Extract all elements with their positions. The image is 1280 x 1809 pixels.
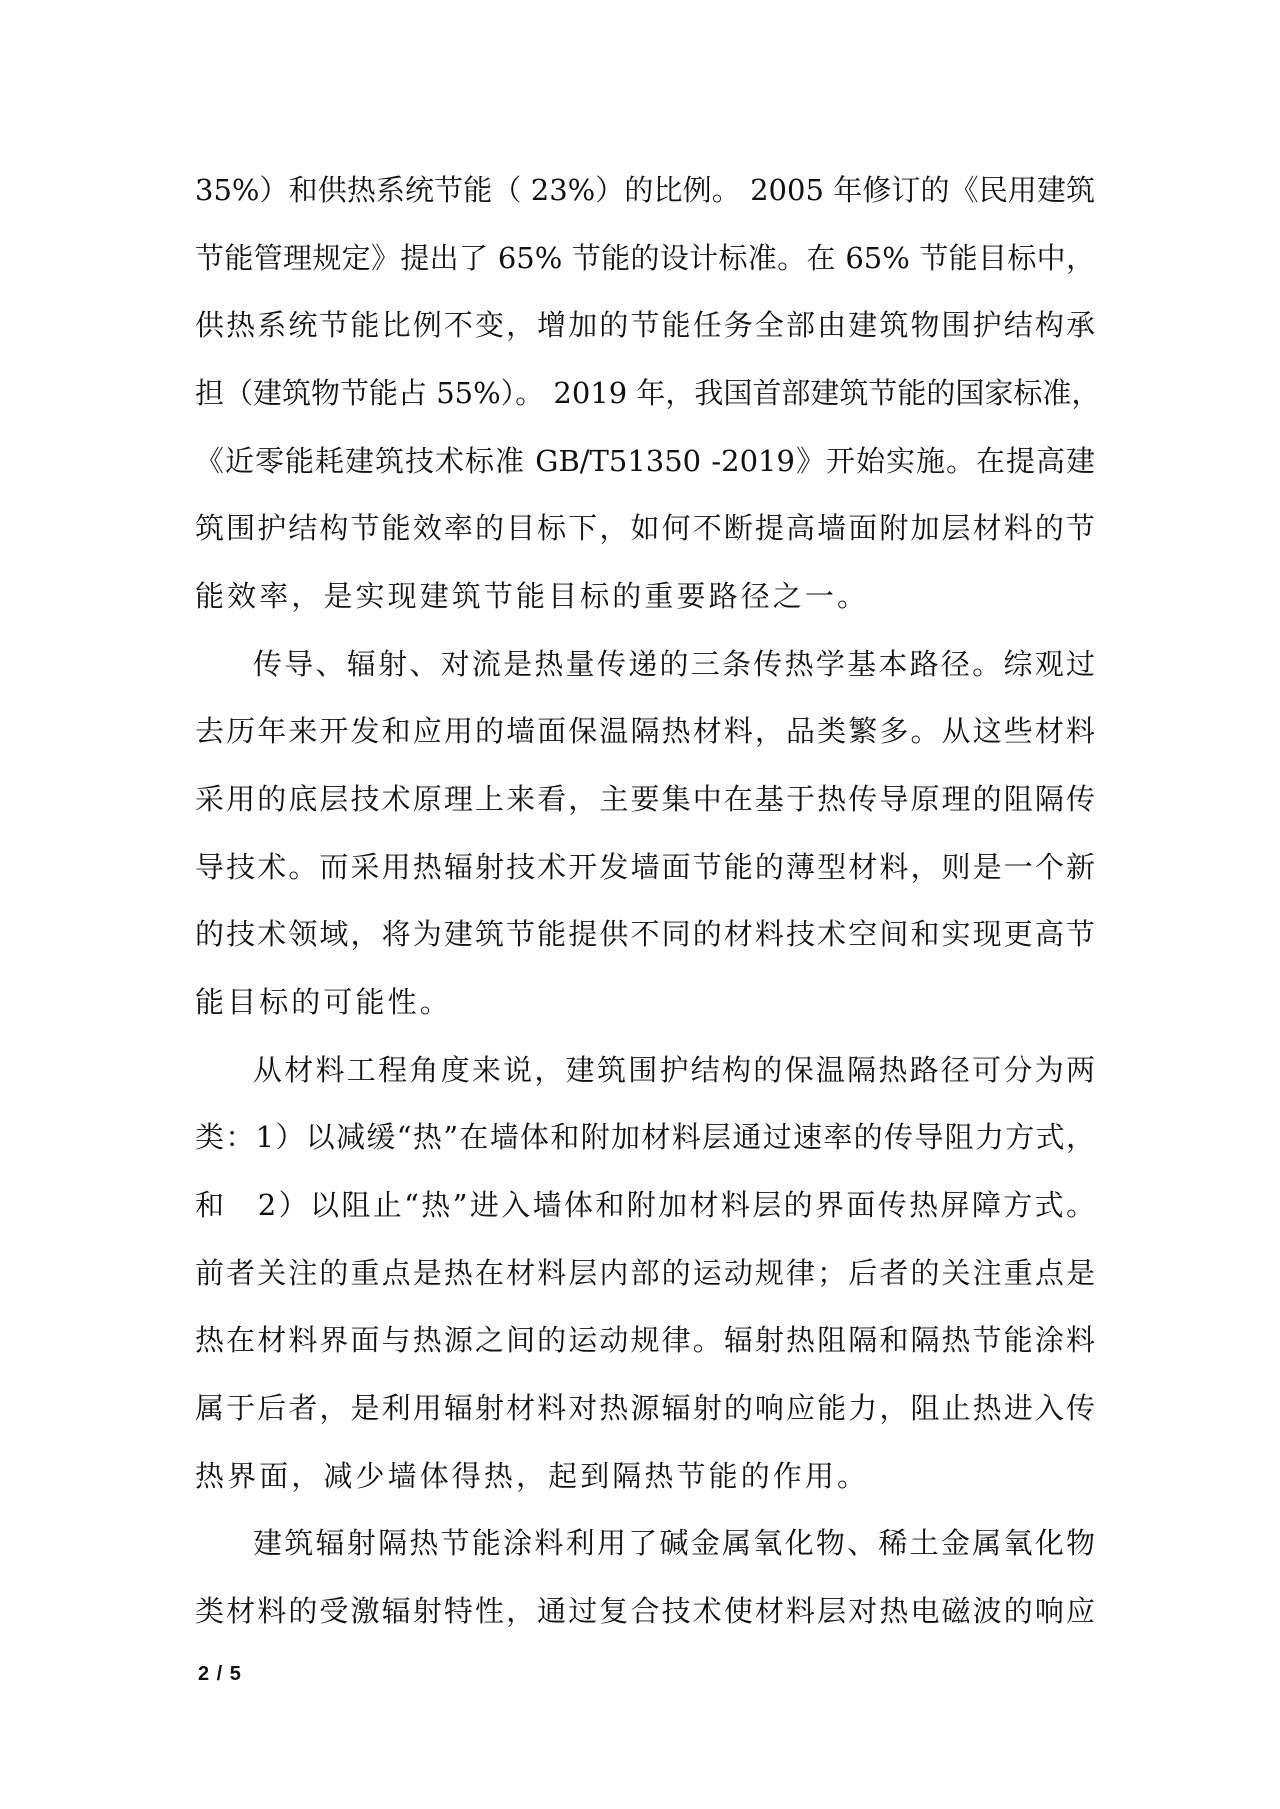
text-line: 《近零能耗建筑技术标准 GB/T51350 -2019》开始实施。在提高建 [195, 444, 1095, 478]
text-line: 担（建筑物节能占 55%）。 2019 年，我国首部建筑节能的国家标准， [195, 376, 1101, 410]
text-line: 的技术领域，将为建筑节能提供不同的材料技术空间和实现更高节 [195, 917, 1095, 951]
text-line: 采用的底层技术原理上来看，主要集中在基于热传导原理的阻隔传 [195, 782, 1095, 816]
text-line: 属于后者，是利用辐射材料对热源辐射的响应能力，阻止热进入传 [195, 1391, 1095, 1425]
text-line: 从材料工程角度来说，建筑围护结构的保温隔热路径可分为两 [253, 1053, 1095, 1087]
text-line: 能目标的可能性。 [195, 985, 452, 1019]
text-line: 供热系统节能比例不变，增加的节能任务全部由建筑物围护结构承 [195, 308, 1095, 342]
page-number: 2 / 5 [198, 1663, 242, 1685]
text-line: 热在材料界面与热源之间的运动规律。辐射热阻隔和隔热节能涂料 [195, 1323, 1095, 1357]
text-line: 去历年来开发和应用的墙面保温隔热材料，品类繁多。从这些材料 [195, 714, 1095, 748]
text-line: 建筑辐射隔热节能涂料利用了碱金属氧化物、稀土金属氧化物 [253, 1526, 1095, 1560]
text-line: 导技术。而采用热辐射技术开发墙面节能的薄型材料，则是一个新 [195, 850, 1095, 884]
text-line: 类：1）以减缓“热”在墙体和附加材料层通过速率的传导阻力方式， [195, 1120, 1095, 1154]
text-line: 热界面，减少墙体得热，起到隔热节能的作用。 [195, 1459, 870, 1493]
text-line: 能效率，是实现建筑节能目标的重要路径之一。 [195, 579, 870, 613]
text-line: 35%）和供热系统节能（ 23%）的比例。 2005 年修订的《民用建筑 [195, 173, 1095, 207]
text-line: 前者关注的重点是热在材料层内部的运动规律；后者的关注重点是 [195, 1256, 1095, 1290]
text-line: 类材料的受激辐射特性，通过复合技术使材料层对热电磁波的响应 [195, 1594, 1095, 1628]
text-line: 筑围护结构节能效率的目标下，如何不断提高墙面附加层材料的节 [195, 511, 1095, 545]
text-line: 传导、辐射、对流是热量传递的三条传热学基本路径。综观过 [253, 647, 1095, 681]
text-line: 节能管理规定》提出了 65% 节能的设计标准。在 65% 节能目标中， [195, 241, 1095, 275]
text-line: 和 2）以阻止“热”进入墙体和附加材料层的界面传热屏障方式。 [195, 1188, 1095, 1222]
